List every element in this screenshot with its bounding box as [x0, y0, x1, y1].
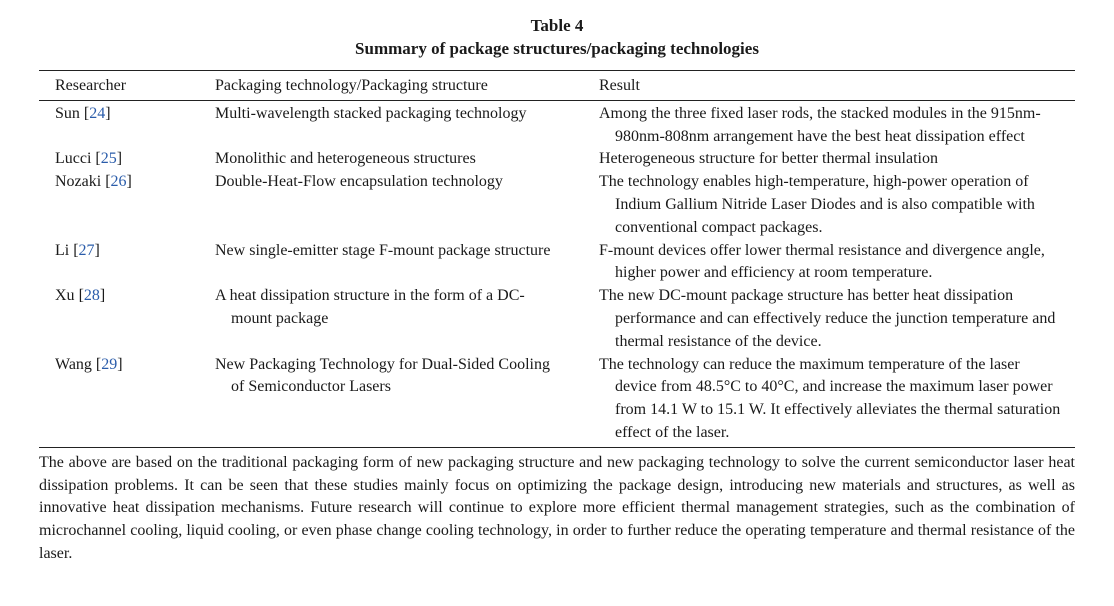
reference-link[interactable]: 28 [83, 287, 100, 305]
cell-researcher: Sun [24] [55, 104, 111, 122]
cell-result [599, 100, 1075, 148]
researcher-name: Lucci [55, 150, 92, 168]
body-paragraph: The above are based on the traditional packaging form of new packaging structure and new packaging technology to solve the current semiconductor laser heat dissipation problems. It can be seen that these studies mainly focus on optimizing the package design, introducing new materials and structures, as well as innovative heat dissipation mechanisms. Future research will continue to explore more efficient thermal management strategies, such as the combination of microchannel cooling, liquid cooling, or even phase change cooling technology, in order to further reduce the operating temperature and thermal resistance of the laser. [39, 453, 1075, 562]
cell-result [599, 148, 1075, 171]
cell-researcher: Wang [29] [39, 354, 215, 448]
table-body [39, 100, 1075, 447]
technology-text: New single-emitter stage F-mount package structure [215, 241, 551, 259]
result-text: The new DC-mount package structure has better heat dissipation performance and can effectively reduce the junction temperature and thermal resistance of the device. [599, 287, 1056, 350]
cell-researcher: Nozaki [26] [55, 173, 132, 191]
table-title: Summary of package structures/packaging technologies [355, 39, 759, 58]
document-page [39, 0, 1075, 582]
table-caption [39, 0, 1075, 60]
researcher-name: Li [55, 241, 70, 259]
header-result: Result [599, 71, 1075, 101]
cell-researcher: Lucci [25] [55, 150, 123, 168]
cell-result [599, 171, 1075, 239]
reference-link[interactable]: 26 [110, 173, 127, 191]
cell-researcher: Xu [28] [55, 287, 106, 305]
researcher-name: Sun [55, 104, 80, 122]
cell-result [599, 240, 1075, 286]
technology-text: Double-Heat-Flow encapsulation technology [215, 173, 503, 191]
researcher-name: Wang [55, 355, 92, 373]
result-text: F-mount devices offer lower thermal resistance and divergence angle, higher power and efficiency at room temperature. [599, 241, 1045, 282]
table-header-row [39, 71, 1075, 101]
researcher-name: Xu [55, 287, 75, 305]
result-text: Heterogeneous structure for better thermal insulation [599, 150, 938, 168]
cell-technology [215, 171, 599, 239]
result-text: The technology enables high-temperature, high-power operation of Indium Gallium Nitride Laser Diodes and is also compatible with conventional compact packages. [599, 173, 1035, 236]
cell-result [599, 354, 1075, 448]
reference-link[interactable]: 25 [100, 150, 117, 168]
cell-researcher: Li [27] [55, 241, 100, 259]
table-row [39, 148, 1075, 171]
header-technology: Packaging technology/Packaging structure [215, 71, 599, 101]
table-label: Table 4 [530, 16, 584, 35]
cell-result [599, 285, 1075, 353]
table-row [39, 100, 1075, 148]
reference-link[interactable]: 29 [101, 355, 118, 373]
table-row [39, 171, 1075, 239]
cell-technology [215, 354, 599, 448]
summary-table [39, 70, 1075, 448]
technology-text: New Packaging Technology for Dual-Sided Cooling of Semiconductor Lasers [215, 355, 550, 396]
cell-technology [215, 148, 599, 171]
technology-text: Multi-wavelength stacked packaging technology [215, 104, 527, 122]
table-row [39, 240, 1075, 286]
table-row [39, 285, 1075, 353]
result-text: The technology can reduce the maximum temperature of the laser device from 48.5°C to 40°C, and increase the maximum laser power from 14.1 W to 15.1 W. It effectively alleviates the thermal saturation effect of the laser. [599, 355, 1061, 441]
table-row [39, 354, 1075, 448]
cell-technology [215, 100, 599, 148]
result-text: Among the three fixed laser rods, the stacked modules in the 915nm-980nm-808nm arrangement have the best heat dissipation effect [599, 104, 1041, 145]
cell-technology [215, 240, 599, 286]
header-researcher: Researcher [39, 71, 215, 101]
researcher-name: Nozaki [55, 173, 102, 191]
reference-link[interactable]: 27 [78, 241, 95, 259]
technology-text: A heat dissipation structure in the form of a DC-mount package [215, 287, 525, 327]
cell-technology [215, 285, 599, 353]
technology-text: Monolithic and heterogeneous structures [215, 150, 476, 168]
reference-link[interactable]: 24 [89, 104, 106, 122]
